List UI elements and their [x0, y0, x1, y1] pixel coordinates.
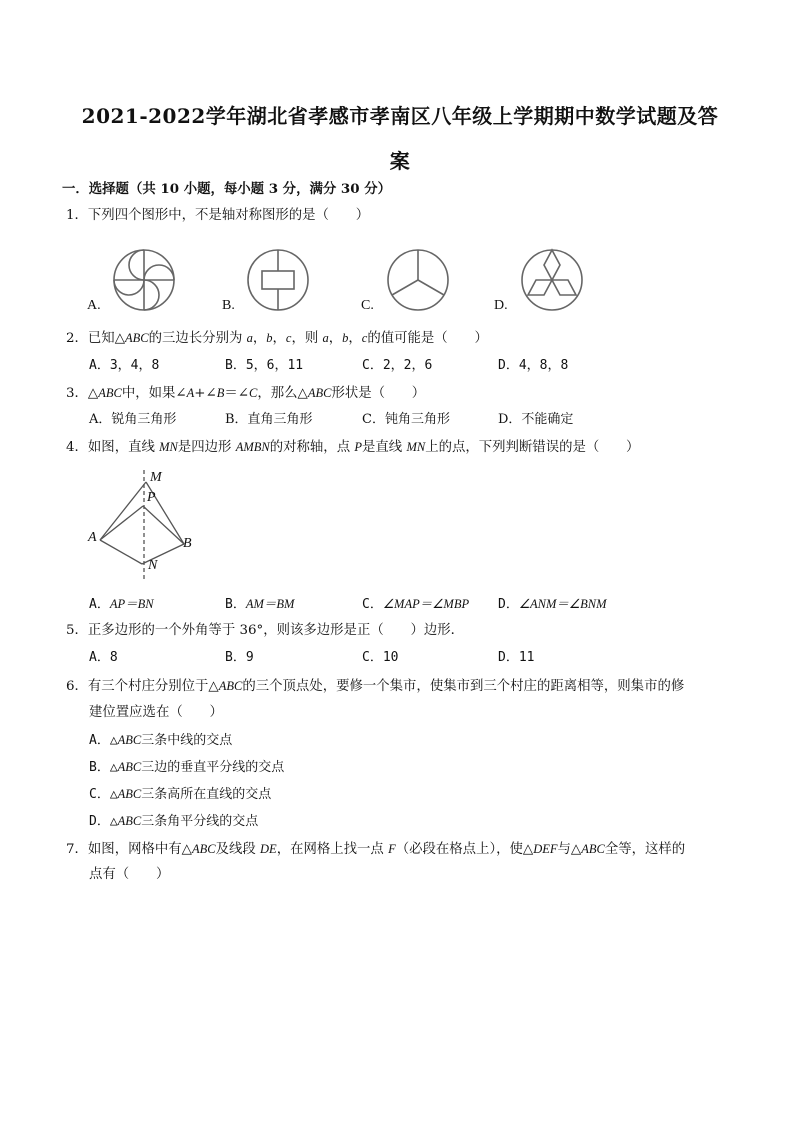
- math-var: b: [342, 331, 349, 345]
- text: （必段在格点上），使△: [395, 842, 534, 857]
- text: 的对称轴，点: [269, 440, 355, 455]
- option-math: ∠ANM＝∠BNM: [518, 597, 607, 611]
- circle-three-spokes-icon: [386, 248, 450, 312]
- page-title: 2021-2022学年湖北省孝感市孝南区八年级上学期期中数学试题及答: [81, 104, 719, 128]
- text: 如图，网格中有△: [87, 842, 192, 857]
- label-n: N: [148, 558, 158, 573]
- question-number: 4．: [66, 440, 88, 455]
- math-var: B: [216, 386, 225, 400]
- text: 与△: [557, 842, 582, 857]
- q5-option-b[interactable]: B．9: [225, 650, 254, 665]
- page-title-continued: 案: [389, 149, 411, 173]
- q3-option-b[interactable]: [225, 411, 313, 429]
- text: 的三个顶点处，要修一个集市，使集市到三个村庄的距离相等，则集市的修: [242, 679, 685, 694]
- text: 中，如果∠: [121, 386, 187, 401]
- q5-option-a[interactable]: A．8: [89, 650, 118, 665]
- option-a-label[interactable]: A.: [87, 298, 101, 313]
- text: 是直线: [362, 440, 407, 455]
- math-var: ABC: [218, 679, 243, 693]
- text: △: [87, 386, 99, 401]
- text: 的三边长分别为: [148, 331, 247, 346]
- option-prefix: B．△: [89, 760, 118, 775]
- q3-option-d[interactable]: [498, 411, 573, 429]
- q6-option-a[interactable]: [89, 731, 232, 750]
- math-var: MN: [159, 440, 178, 454]
- text: 如图，直线: [87, 440, 160, 455]
- text: ，: [328, 331, 343, 346]
- circle-three-diamonds-icon: [520, 248, 584, 312]
- math-var: a: [322, 331, 329, 345]
- question-number: 6．: [66, 679, 88, 694]
- text: ，那么△: [257, 386, 308, 401]
- q2-option-a[interactable]: A．3，4，8: [89, 358, 160, 373]
- question-number: 2．: [66, 331, 88, 346]
- question-number: 5．: [66, 623, 88, 638]
- text: +∠: [194, 386, 217, 401]
- math-var: b: [266, 331, 273, 345]
- math-var: C: [249, 386, 258, 400]
- text: 的值可能是（ ）: [367, 331, 488, 346]
- text: ，则: [291, 331, 323, 346]
- math-var: P: [354, 440, 362, 454]
- option-prefix: C．△: [89, 787, 118, 802]
- q6-option-c[interactable]: [89, 785, 271, 804]
- option-math: ABC: [117, 787, 142, 801]
- label-p: P: [147, 490, 156, 505]
- option-math: AP＝BN: [109, 597, 154, 611]
- text: ＝∠: [224, 386, 249, 401]
- q4-option-a[interactable]: [89, 595, 154, 614]
- text: 是四边形: [177, 440, 236, 455]
- option-text: C．钝角三角形: [362, 412, 450, 427]
- question-1: [66, 207, 369, 225]
- option-text: 三边的垂直平分线的交点: [141, 760, 285, 775]
- label-m: M: [150, 470, 162, 485]
- question-5: [66, 622, 464, 640]
- question-6-line2: 建位置应选在（ ）: [89, 705, 223, 720]
- option-prefix: D．△: [89, 814, 118, 829]
- text: 已知△: [87, 331, 126, 346]
- question-7: [66, 840, 685, 859]
- option-b-label[interactable]: B.: [222, 298, 235, 313]
- math-var: DEF: [533, 842, 558, 856]
- q5-option-d[interactable]: D．11: [498, 650, 535, 665]
- q3-option-c[interactable]: [362, 411, 450, 429]
- text: 上的点，下列判断错误的是（ ）: [425, 440, 640, 455]
- option-math: ABC: [117, 814, 142, 828]
- math-var: ABC: [581, 842, 605, 856]
- math-var: AMBN: [235, 440, 270, 454]
- math-var: ABC: [125, 331, 149, 345]
- question-text: 下列四个图形中，不是轴对称图形的是（ ）: [87, 208, 370, 223]
- text: 形状是（ ）: [331, 386, 426, 401]
- math-var: A: [186, 386, 195, 400]
- text: ，: [252, 331, 267, 346]
- question-number: 7．: [66, 842, 88, 857]
- option-text: D．不能确定: [498, 412, 574, 427]
- q4-option-d[interactable]: [498, 595, 607, 614]
- pinwheel-circle-icon: [112, 248, 176, 312]
- circle-rectangle-icon: [246, 248, 310, 312]
- section-heading: 一．选择题（共 10 小题，每小题 3 分，满分 30 分）: [62, 181, 391, 197]
- option-text: A．锐角三角形: [89, 412, 177, 427]
- text: ，在网格上找一点: [276, 842, 389, 857]
- math-var: ABC: [307, 386, 332, 400]
- option-math: AM＝BM: [245, 597, 295, 611]
- label-a: A: [88, 530, 97, 545]
- math-var: ABC: [191, 842, 216, 856]
- question-2: [66, 329, 488, 348]
- option-prefix: A．: [89, 597, 110, 612]
- text: 有三个村庄分别位于△: [87, 679, 219, 694]
- question-4: [66, 438, 639, 457]
- question-3: [66, 384, 425, 403]
- q2-option-b[interactable]: B．5，6，11: [225, 358, 304, 373]
- option-c-label[interactable]: C.: [361, 298, 374, 313]
- math-var: c: [285, 331, 292, 345]
- question-number: 1．: [66, 208, 88, 223]
- question-number: 3．: [66, 386, 88, 401]
- option-math: ABC: [117, 760, 142, 774]
- q6-option-d[interactable]: [89, 812, 258, 831]
- option-prefix: D．: [498, 597, 519, 612]
- quadrilateral-amnb-figure: [88, 470, 208, 582]
- question-6: [66, 677, 684, 696]
- q3-option-a[interactable]: [89, 411, 176, 429]
- math-var: c: [361, 331, 368, 345]
- option-math: ABC: [117, 733, 142, 747]
- option-text: B．直角三角形: [225, 412, 313, 427]
- option-prefix: C．: [362, 597, 383, 612]
- option-text: 三条中线的交点: [141, 733, 233, 748]
- math-var: DE: [260, 842, 277, 856]
- q2-option-d[interactable]: D．4，8，8: [498, 358, 569, 373]
- option-text: 三条角平分线的交点: [141, 814, 259, 829]
- q4-option-b[interactable]: [225, 595, 294, 614]
- question-7-line2: 点有（ ）: [89, 867, 170, 882]
- q6-option-b[interactable]: [89, 758, 284, 777]
- math-var: a: [246, 331, 253, 345]
- label-b: B: [183, 536, 192, 551]
- q2-option-c[interactable]: C．2，2，6: [362, 358, 433, 373]
- text: 全等，这样的: [604, 842, 686, 857]
- option-d-label[interactable]: D.: [494, 298, 508, 313]
- math-var: ABC: [98, 386, 122, 400]
- question-text: 正多边形的一个外角等于 36°，则该多边形是正（ ）边形．: [87, 623, 465, 638]
- text: 及线段: [215, 842, 261, 857]
- option-text: 三条高所在直线的交点: [141, 787, 272, 802]
- q5-option-c[interactable]: C．10: [362, 650, 399, 665]
- option-prefix: A．△: [89, 733, 118, 748]
- math-var: F: [388, 842, 396, 856]
- text: ，: [348, 331, 362, 346]
- option-prefix: B．: [225, 597, 246, 612]
- option-math: ∠MAP＝∠MBP: [382, 597, 470, 611]
- text: ，: [272, 331, 286, 346]
- math-var: MN: [406, 440, 426, 454]
- q4-option-c[interactable]: [362, 595, 469, 614]
